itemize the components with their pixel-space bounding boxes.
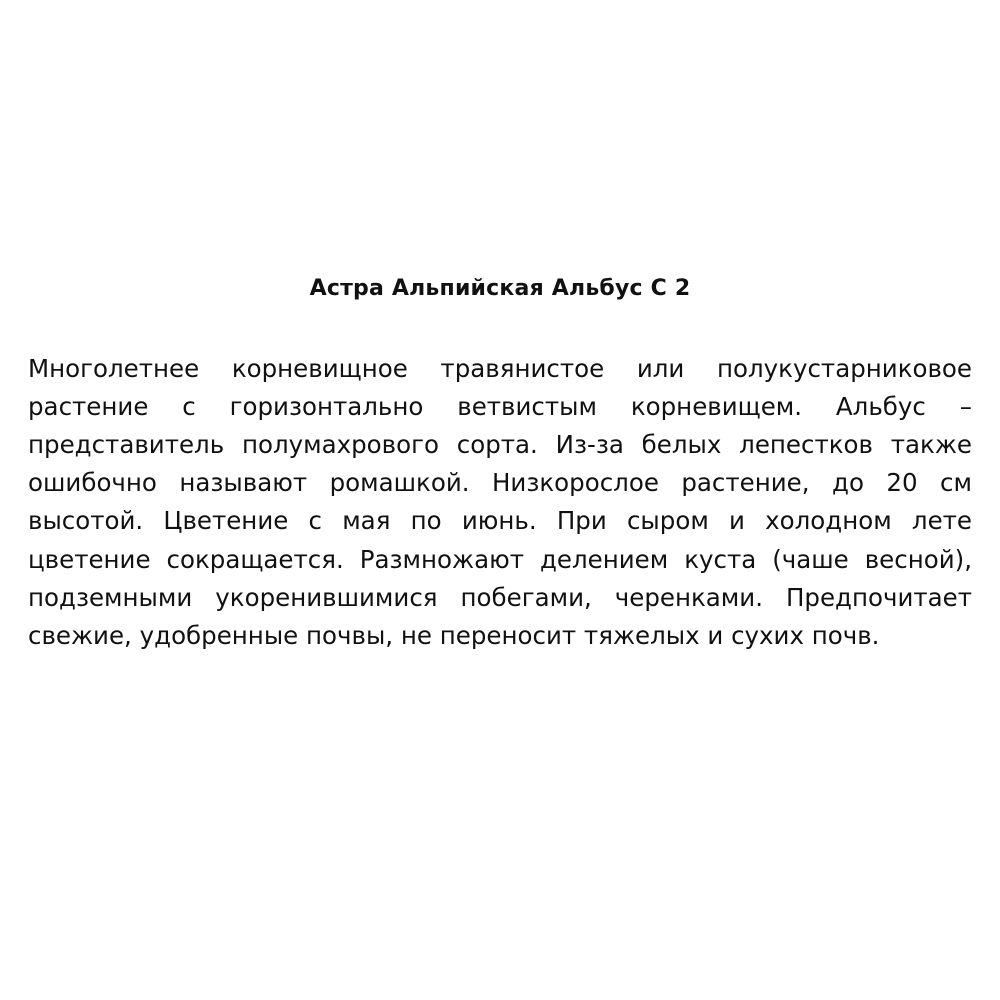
document-content: [28, 275, 972, 655]
page-title: Астра Альпийская Альбус С 2: [309, 276, 691, 301]
description-paragraph: Многолетнее корневищное травянистое или полукустарниковое растение с горизонтально ветвистым корневищем. Альбус – представитель полумахрового сорта. Из-за белых лепестков также ошибочно называют ромашкой. Низкорослое растение, до 20 см высотой. Цветение с мая по июнь. При сыром и холодном лете цветение сокращается. Размножают делением куста (чаше весной), подземными укоренившимися побегами, черенками. Предпочитает свежие, удобренные почвы, не переносит тяжелых и сухих почв.: [28, 353, 972, 651]
